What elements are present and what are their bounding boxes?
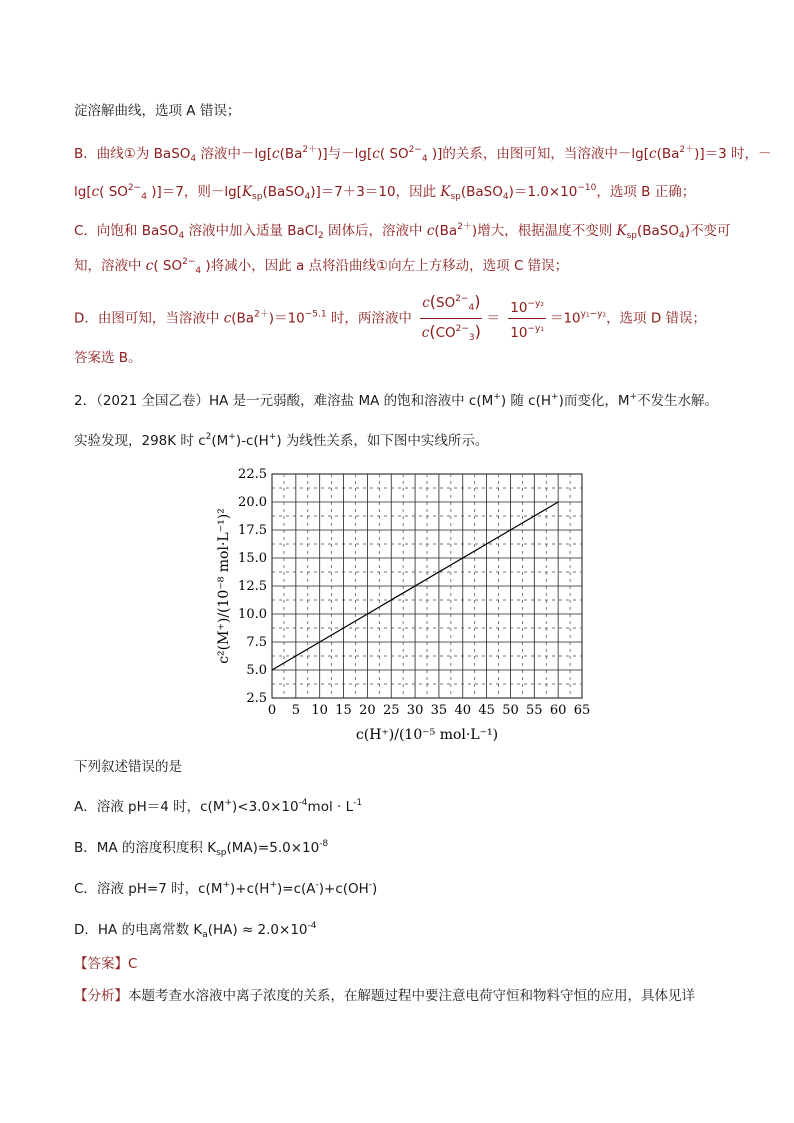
explanation-option-d: D．由图可知，当溶液中 $c(Ba^{2+})=10^{-5.1}$ 时，两溶液中 $\frac{c(SO^{2-}_4)}{c(CO^{2-}_3)}$ ＝ $\frac{10^{-y_2}}{10^{-y_1}}$ $=10^{y_1-y_2}$，选项 D 错误； <box>74 290 706 347</box>
x-tick-label: 20 <box>359 703 376 718</box>
chart <box>210 464 600 753</box>
x-tick-label: 55 <box>526 703 543 718</box>
fraction-powers: $\frac{10^{-y_2}}{10^{-y_1}}$ <box>508 295 546 342</box>
y-tick-label: 7.5 <box>246 635 267 650</box>
x-axis-label: c(H⁺)/(10⁻⁵ mol·L⁻¹) <box>355 727 499 743</box>
y-axis-label: c²(M⁺)/(10⁻⁸ mol·L⁻¹)² <box>216 508 232 664</box>
x-tick-label: 25 <box>382 703 400 718</box>
option-c: C．溶液 pH=7 时，c(M+)+c(H+)=c(A-)+c(OH-) <box>74 880 378 897</box>
explanation-option-c-line-2: 知，溶液中 c( $SO^{2-}_4$ )将减小，因此 a 点将沿曲线①向左上方移动，选项 C 错误； <box>74 257 569 276</box>
x-tick-label: 50 <box>502 703 519 718</box>
option-a: A．溶液 pH＝4 时，$c(M^+)<3.0\times 10^{-4}mol \cdot L^{-1}$ <box>74 798 363 815</box>
x-tick-label: 35 <box>430 703 448 718</box>
explanation-option-c-line-1: C．向饱和 BaSO$_4$ 溶液中加入适量 BaCl$_2$ 固体后，溶液中 $c(Ba^{2+})$增大，根据温度不变则 $K_{sp}(BaSO_4)$不变可 <box>74 222 731 241</box>
fraction-so4-over-co3: $\frac{c(SO^{2-}_4)}{c(CO^{2-}_3)}$ <box>421 292 481 343</box>
explanation-option-b-line-1: B．曲线①为 BaSO$_4$ 溶液中$-\lg[c(Ba^{2+})]$与－lg[c( $SO^{2-}_4$ )]的关系，由图可知，当溶液中$-\lg[c(Ba^{2+})]=3$ 时，－ <box>74 145 772 164</box>
analysis-label: 【分析】 <box>74 988 128 1004</box>
explanation-option-b-line-2: lg[c( $SO^{2-}_4$ )]＝7，则$-\lg[K_{sp}(BaSO_4)]=7+3=10$，因此 $K_{sp}(BaSO_4)=1.0\times 10^{-10}$，选项 B 正确； <box>74 183 696 202</box>
question-stem-line-2: 实验发现，298K 时 $c^2(M^+)-c(H^+)$ 为线性关系，如下图中实线所示。 <box>74 432 489 449</box>
chart-svg <box>210 464 600 749</box>
analysis-line <box>74 987 695 1005</box>
y-tick-label: 5.0 <box>246 663 267 678</box>
explanation-answer: 答案选 B。 <box>74 350 142 366</box>
x-tick-label: 40 <box>454 703 472 718</box>
y-tick-label: 17.5 <box>238 523 267 538</box>
y-tick-label: 15.0 <box>238 551 267 566</box>
x-tick-label: 15 <box>335 703 352 718</box>
x-tick-label: 65 <box>573 703 591 718</box>
explanation-line-1: 淀溶解曲线，选项 A 错误； <box>74 103 241 119</box>
y-tick-label: 2.5 <box>246 691 267 706</box>
option-d: D．HA 的电离常数 $K_a(HA) \approx 2.0\times 10^{-4}$ <box>74 921 317 940</box>
answer-line <box>74 955 137 973</box>
option-b: B．MA 的溶度积度积 $K_{sp}(MA)=5.0\times 10^{-8}$ <box>74 839 329 858</box>
y-tick-label: 20.0 <box>238 495 267 510</box>
answer-label: 【答案】 <box>74 956 128 972</box>
x-tick-label: 30 <box>406 703 424 718</box>
x-tick-label: 10 <box>311 703 328 718</box>
x-tick-label: 60 <box>549 703 567 718</box>
y-tick-label: 10.0 <box>238 607 267 622</box>
y-tick-label: 22.5 <box>238 467 267 482</box>
x-tick-label: 5 <box>291 703 300 718</box>
x-tick-label: 0 <box>267 703 277 718</box>
question-stem-line-1: 2．（2021 全国乙卷）HA 是一元弱酸，难溶盐 MA 的饱和溶液中 c(M+) 随 c(H+)而变化，M+不发生水解。 <box>74 392 719 409</box>
analysis-text: 本题考查水溶液中离子浓度的关系，在解题过程中要注意电荷守恒和物料守恒的应用，具体见详 <box>128 988 695 1004</box>
answer-value: C <box>128 956 138 972</box>
prompt: 下列叙述错误的是 <box>74 759 182 775</box>
x-tick-label: 45 <box>478 703 495 718</box>
y-tick-label: 12.5 <box>238 579 267 594</box>
